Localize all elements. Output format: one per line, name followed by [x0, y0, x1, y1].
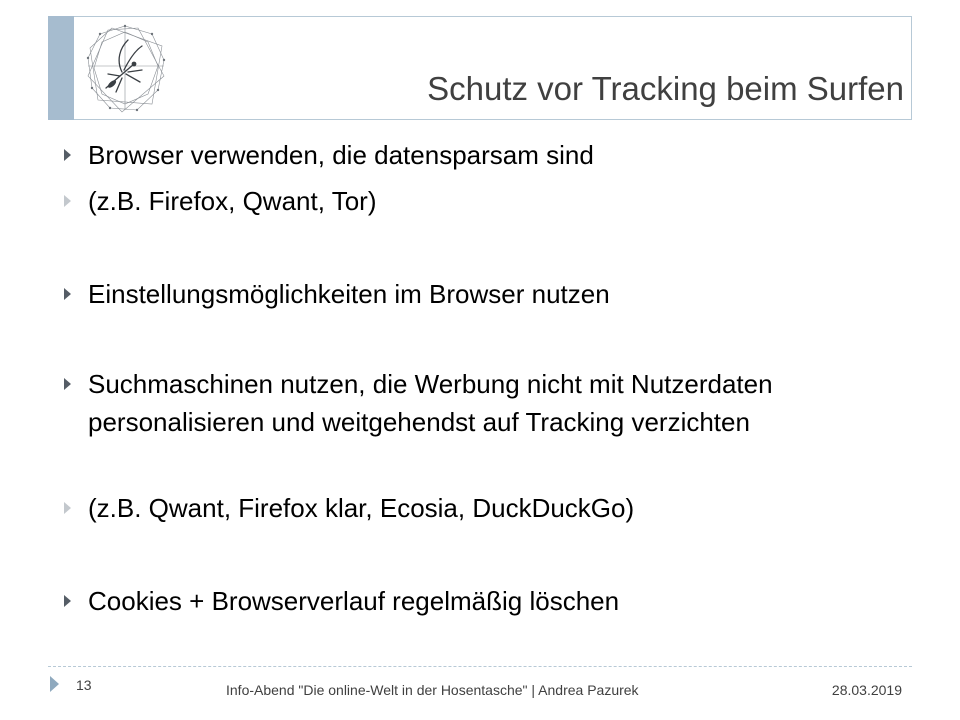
bullet-item — [64, 365, 912, 441]
slide-title: Schutz vor Tracking beim Surfen — [427, 70, 904, 107]
header-accent-bar — [48, 16, 74, 120]
footer-date: 28.03.2019 — [831, 682, 902, 698]
page-number: 13 — [76, 677, 92, 693]
footer-text: Info-Abend "Die online-Welt in der Hosentasche" | Andrea Pazurek — [226, 682, 639, 698]
bullet-item — [64, 182, 912, 220]
bullet-text: Suchmaschinen nutzen, die Werbung nicht mit Nutzerdaten personalisieren und weitgehendst auf Tracking verzichten — [88, 369, 773, 437]
bullet-item — [64, 275, 912, 313]
bullet-text: (z.B. Firefox, Qwant, Tor) — [88, 186, 377, 216]
bullet-text: Browser verwenden, die datensparsam sind — [88, 140, 594, 170]
bullet-text: Cookies + Browserverlauf regelmäßig löschen — [88, 586, 620, 616]
footer-triangle-icon — [50, 676, 59, 692]
triangle-right-icon — [64, 502, 71, 514]
bullet-item — [64, 489, 912, 527]
bullet-item — [64, 136, 912, 174]
triangle-right-icon — [64, 149, 71, 161]
triangle-right-icon — [64, 595, 71, 607]
bullet-text: Einstellungsmöglichkeiten im Browser nutzen — [88, 279, 610, 309]
mosquito-polygon-logo-icon — [82, 20, 168, 116]
bullet-text: (z.B. Qwant, Firefox klar, Ecosia, DuckDuckGo) — [88, 493, 635, 523]
triangle-right-icon — [64, 288, 71, 300]
bullet-item — [64, 582, 912, 620]
triangle-right-icon — [64, 378, 71, 390]
footer-divider — [48, 666, 912, 667]
triangle-right-icon — [64, 195, 71, 207]
